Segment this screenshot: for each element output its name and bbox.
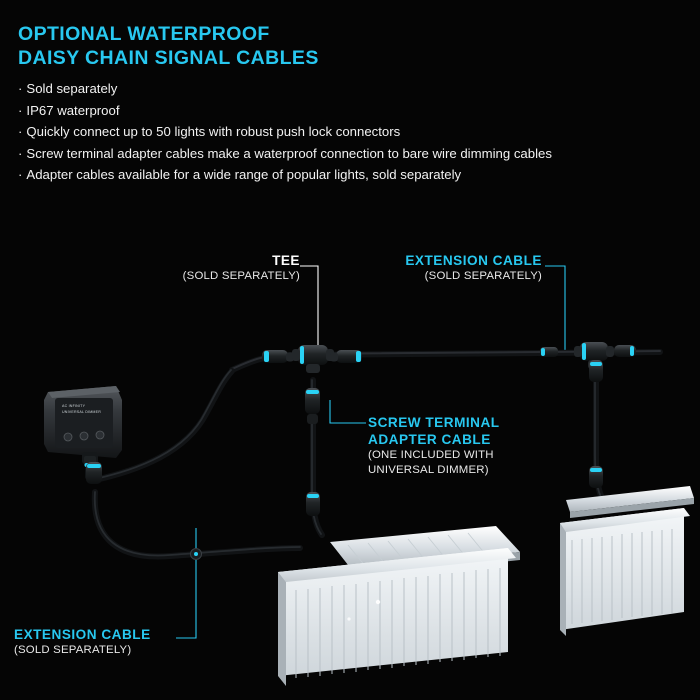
bullet-text: Quickly connect up to 50 lights with robust push lock connectors — [26, 124, 401, 139]
connector-mid-run — [540, 347, 558, 357]
callout-screw-title-line-1: SCREW TERMINAL — [368, 415, 500, 430]
led-fixture-left — [278, 526, 520, 686]
callout-tee — [120, 252, 300, 284]
callout-screw-subtitle-line-2: UNIVERSAL DIMMER) — [368, 464, 489, 476]
bullet-text: Screw terminal adapter cables make a waterproof connection to bare wire dimming cables — [26, 145, 552, 161]
callout-extension-bottom-subtitle: (SOLD SEPARATELY) — [14, 644, 132, 656]
callout-screw-title-line-2: ADAPTER CABLE — [368, 432, 491, 447]
callout-extension-top-subtitle: (SOLD SEPARATELY) — [424, 270, 542, 282]
bullet-marker-icon: · — [18, 102, 23, 118]
callout-screw-subtitle-line-1: (ONE INCLUDED WITH — [368, 449, 494, 461]
callout-extension-cable-bottom — [14, 626, 194, 658]
dimmer-brand-label: AC INFINITY — [62, 404, 86, 408]
connector-left-fixture-input — [306, 492, 320, 516]
callout-extension-top-title: EXTENSION CABLE — [405, 253, 542, 268]
screw-terminal-adapter-connector — [305, 388, 320, 424]
bullet-text: Adapter cables available for a wide range of popular lights, sold separately — [26, 167, 462, 182]
connector-bottom-extension-joint — [191, 549, 202, 560]
callout-tee-subtitle: (SOLD SEPARATELY) — [182, 270, 300, 282]
bullet-marker-icon: · — [18, 124, 23, 139]
bullet-text: IP67 waterproof — [26, 102, 120, 118]
page-title-line-2: DAISY CHAIN SIGNAL CABLES — [18, 47, 319, 69]
callout-screw-terminal-adapter-cable — [368, 414, 588, 478]
dimmer-model-label: UNIVERSAL DIMMER — [62, 410, 102, 414]
callout-extension-cable-top — [352, 252, 542, 284]
tee-splitter — [292, 345, 334, 373]
extension-cable-bottom-run — [95, 492, 300, 556]
connector-right-of-tee — [614, 345, 636, 357]
connector-dimmer-output — [86, 462, 102, 484]
bullet-marker-icon: · — [18, 167, 23, 182]
bullet-marker-icon: · — [18, 145, 23, 161]
bullet-marker-icon: · — [18, 81, 23, 96]
page-title-line-1: OPTIONAL WATERPROOF — [18, 23, 270, 45]
universal-dimmer-box — [44, 386, 122, 479]
led-fixture-right — [560, 486, 694, 636]
connector-pair-left-of-tee — [262, 350, 294, 363]
callout-extension-bottom-title: EXTENSION CABLE — [14, 627, 151, 642]
bullet-text: Sold separately — [26, 81, 118, 96]
callout-tee-title: TEE — [272, 253, 300, 268]
